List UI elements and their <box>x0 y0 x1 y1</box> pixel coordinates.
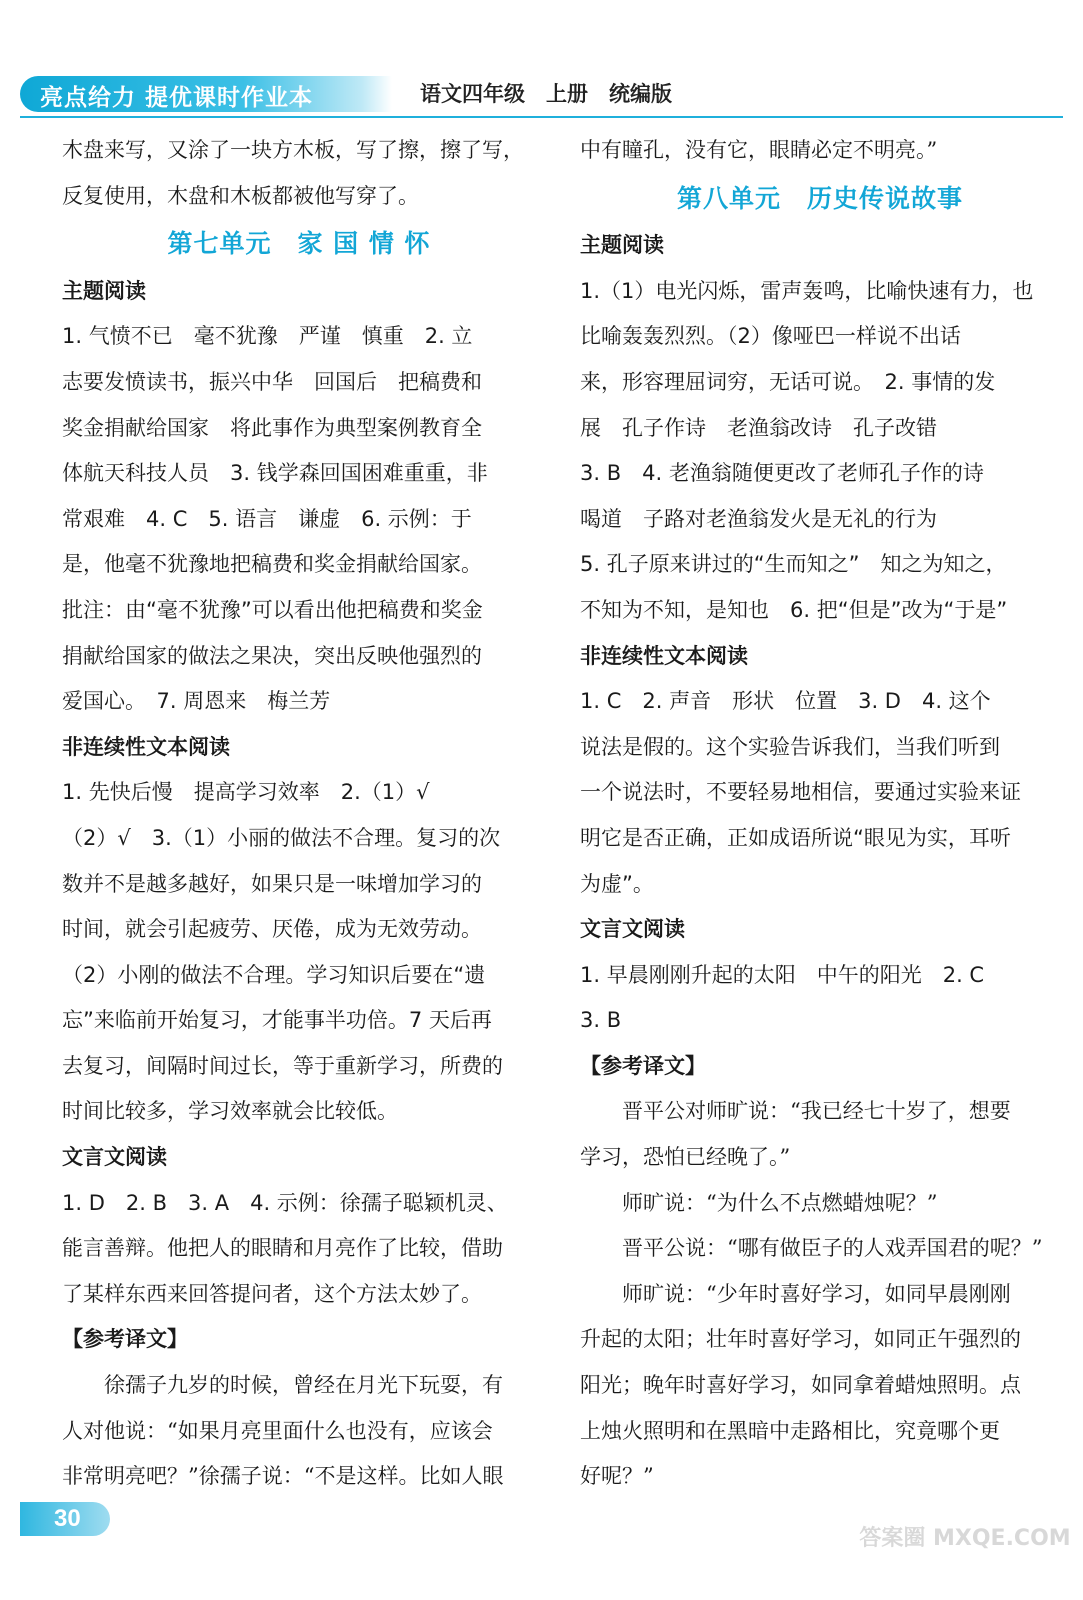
page-header <box>20 72 1063 116</box>
page-number: 30 <box>20 1502 110 1536</box>
text-line: 体航天科技人员 3. 钱学森回国困难重重，非 <box>62 461 488 486</box>
text-line: 非常明亮吧？”徐孺子说：“不是这样。比如人眼 <box>62 1464 504 1489</box>
text-line: 喝道 子路对老渔翁发火是无礼的行为 <box>580 506 937 531</box>
text-line: 奖金捐献给国家 将此事作为典型案例教育全 <box>62 415 482 440</box>
header-divider <box>20 116 1063 118</box>
text-line: 了某样东西来回答提问者，这个方法太妙了。 <box>62 1281 482 1306</box>
text-line: 晋平公说：“哪有做臣子的人戏弄国君的呢？” <box>622 1236 1043 1261</box>
text-line: 是，他毫不犹豫地把稿费和奖金捐献给国家。 <box>62 552 482 577</box>
text-line: 展 孔子作诗 老渔翁改诗 孔子改错 <box>580 415 937 440</box>
text-line: 1.（1）电光闪烁，雷声轰鸣，比喻快速有力，也 <box>580 278 1034 303</box>
text-line: 1. C 2. 声音 形状 位置 3. D 4. 这个 <box>580 689 991 714</box>
text-line: 师旷说：“为什么不点燃蜡烛呢？” <box>622 1190 938 1215</box>
text-line: 中有瞳孔，没有它，眼睛必定不明亮。” <box>580 138 938 162</box>
section-heading: 文言文阅读 <box>62 1145 167 1170</box>
text-line: 时间比较多，学习效率就会比较低。 <box>62 1099 398 1124</box>
unit-title: 第七单元 家 国 情 怀 <box>167 229 431 259</box>
text-line: 1. 先快后慢 提高学习效率 2.（1）√ <box>62 780 430 805</box>
text-line: 常艰难 4. C 5. 语言 谦虚 6. 示例：于 <box>62 506 472 531</box>
text-line: 师旷说：“少年时喜好学习，如同早晨刚刚 <box>622 1281 1011 1306</box>
text-line: 数并不是越多越好，如果只是一味增加学习的 <box>62 871 482 896</box>
section-heading: 非连续性文本阅读 <box>62 734 230 759</box>
text-line: 捐献给国家的做法之果决，突出反映他强烈的 <box>62 643 482 668</box>
text-line: 一个说法时，不要轻易地相信，要通过实验来证 <box>580 780 1021 805</box>
text-line: 比喻轰轰烈烈。（2）像哑巴一样说不出话 <box>580 324 961 349</box>
text-line: 人对他说：“如果月亮里面什么也没有，应该会 <box>62 1418 493 1443</box>
text-line: 1. 气愤不已 毫不犹豫 严谨 慎重 2. 立 <box>62 324 473 349</box>
text-line: 反复使用，木盘和木板都被他写穿了。 <box>62 183 419 208</box>
watermark-text: 答案圈 MXQE.COM <box>859 1526 1071 1551</box>
text-line: 时间，就会引起疲劳、厌倦，成为无效劳动。 <box>62 917 482 942</box>
text-line: 晋平公对师旷说：“我已经七十岁了，想要 <box>622 1099 1011 1124</box>
text-line: 升起的太阳；壮年时喜好学习，如同正午强烈的 <box>580 1327 1021 1352</box>
section-heading: 主题阅读 <box>62 278 146 303</box>
text-line: 爱国心。 7. 周恩来 梅兰芳 <box>62 689 331 714</box>
text-line: 上烛火照明和在黑暗中走路相比，究竟哪个更 <box>580 1418 1000 1443</box>
unit-title: 第八单元 历史传说故事 <box>676 183 963 213</box>
header-brand: 亮点给力 提优课时作业本 <box>40 85 314 111</box>
text-line: 好呢？” <box>580 1464 654 1489</box>
text-line: 3. B 4. 老渔翁随便更改了老师孔子作的诗 <box>580 461 984 486</box>
text-line: 来，形容理屈词穷，无话可说。 2. 事情的发 <box>580 369 996 394</box>
text-line: 能言善辩。他把人的眼睛和月亮作了比较，借助 <box>62 1236 503 1261</box>
text-line: 明它是否正确，正如成语所说“眼见为实，耳听 <box>580 825 1011 850</box>
text-line: 阳光；晚年时喜好学习，如同拿着蜡烛照明。点 <box>580 1373 1021 1398</box>
right-column <box>580 128 1060 1500</box>
section-heading: 文言文阅读 <box>580 917 685 942</box>
text-line: 1. D 2. B 3. A 4. 示例：徐孺子聪颖机灵、 <box>62 1190 508 1215</box>
text-line: 批注：由“毫不犹豫”可以看出他把稿费和奖金 <box>62 597 483 622</box>
header-banner <box>20 76 392 112</box>
text-line: 志要发愤读书，振兴中华 回国后 把稿费和 <box>62 369 482 394</box>
header-meta: 语文四年级 上册 统编版 <box>420 82 672 106</box>
section-heading: 【参考译文】 <box>580 1053 706 1078</box>
text-line: 木盘来写，又涂了一块方木板，写了擦，擦了写， <box>62 138 524 162</box>
section-heading: 主题阅读 <box>580 233 664 258</box>
left-column <box>62 128 536 1500</box>
text-line: 5. 孔子原来讲过的“生而知之” 知之为知之， <box>580 552 1007 577</box>
text-line: 学习，恐怕已经晚了。” <box>580 1145 791 1170</box>
text-line: 3. B <box>580 1008 622 1033</box>
text-line: 不知为不知，是知也 6. 把“但是”改为“于是” <box>580 597 1008 622</box>
text-line: （2）小刚的做法不合理。学习知识后要在“遗 <box>62 962 486 987</box>
text-line: 1. 早晨刚刚升起的太阳 中午的阳光 2. C <box>580 962 985 987</box>
text-line: （2）√ 3.（1）小丽的做法不合理。复习的次 <box>62 825 501 850</box>
text-line: 说法是假的。这个实验告诉我们，当我们听到 <box>580 734 1000 759</box>
text-line: 为虚”。 <box>580 871 654 896</box>
watermark-logo <box>859 1475 1071 1585</box>
section-heading: 非连续性文本阅读 <box>580 643 748 668</box>
section-heading: 【参考译文】 <box>62 1327 188 1352</box>
text-line: 忘”来临前开始复习，才能事半功倍。7 天后再 <box>62 1008 492 1033</box>
text-line: 徐孺子九岁的时候，曾经在月光下玩耍，有 <box>104 1373 503 1398</box>
text-line: 去复习，间隔时间过长，等于重新学习，所费的 <box>62 1053 503 1078</box>
